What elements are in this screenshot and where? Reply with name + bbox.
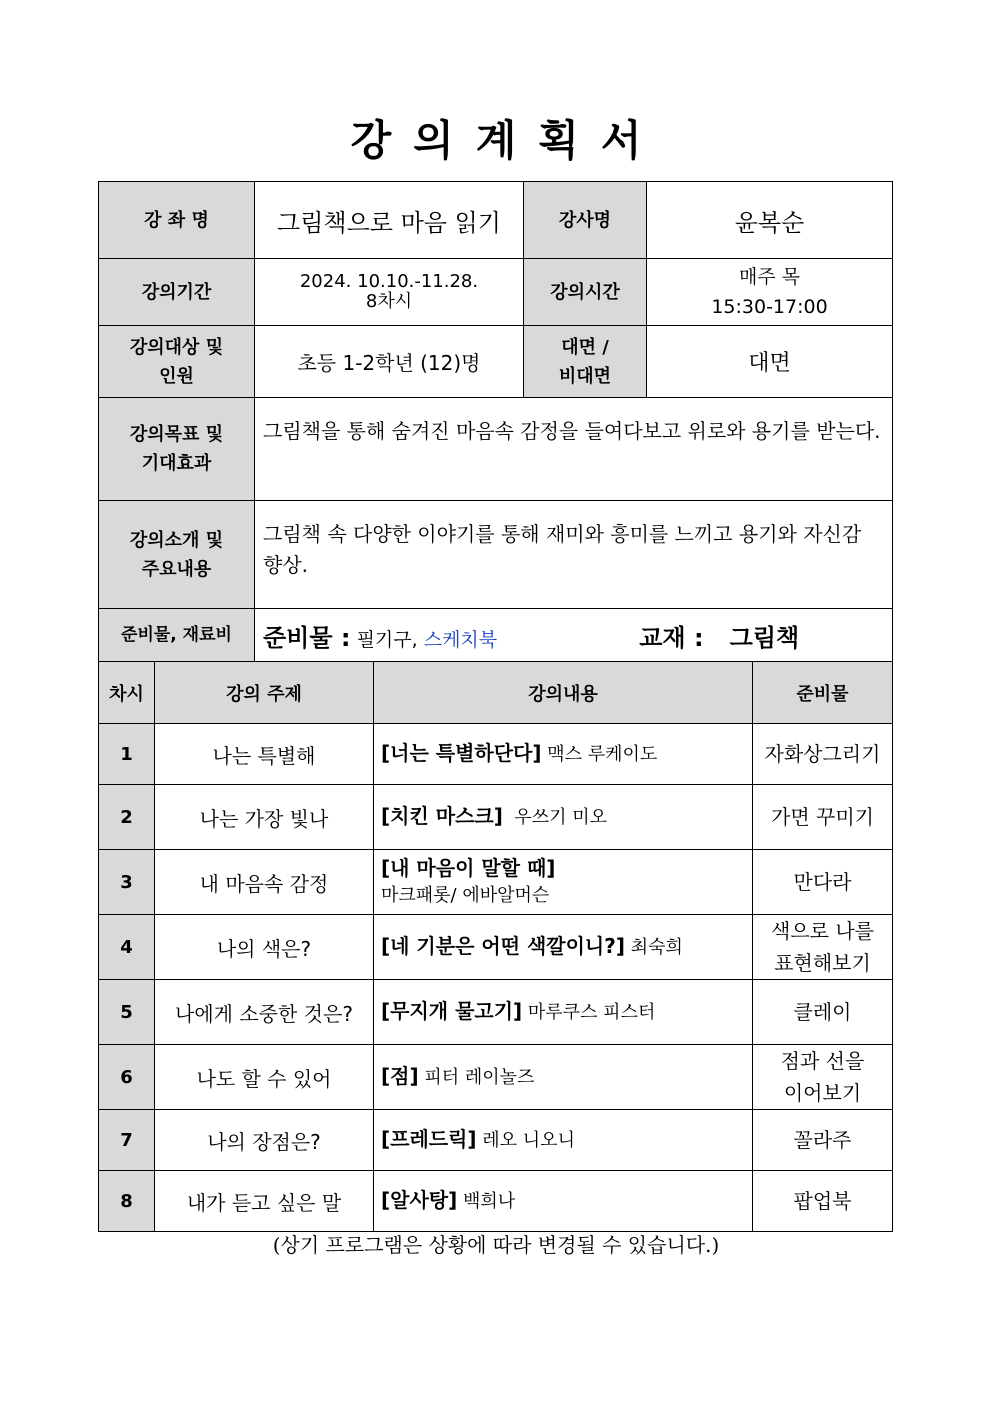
mode-label: [524, 326, 647, 398]
session-topic: 나에게 소중한 것은?: [155, 980, 374, 1045]
session-content: [374, 850, 753, 915]
session-number: 5: [99, 980, 155, 1045]
instructor-label: 강사명: [524, 182, 647, 259]
book-title: [너는 특별하단다]: [381, 741, 542, 765]
session-content: [374, 980, 753, 1045]
session-content: [374, 1110, 753, 1171]
session-materials: [753, 980, 893, 1045]
table-row: [99, 785, 893, 850]
table-row: [99, 850, 893, 915]
book-title: [치킨 마스크]: [381, 804, 503, 828]
book-title: [프레드릭]: [381, 1127, 477, 1151]
textbook-heading: 교재 :: [639, 623, 704, 652]
book-title: [네 기분은 어떤 색깔이니?]: [381, 934, 625, 958]
course-info-table: [98, 181, 893, 662]
session-materials: [753, 915, 893, 980]
instructor-name: 윤복순: [647, 182, 893, 259]
session-content: [374, 1171, 753, 1232]
supplies-item-sketchbook: 스케치북: [423, 628, 498, 651]
table-row: [99, 915, 893, 980]
book-title: [알사탕]: [381, 1188, 458, 1212]
header-content: 강의내용: [374, 662, 753, 724]
time-hours: 15:30-17:00: [711, 296, 828, 318]
book-title: [내 마음이 말할 때]: [381, 856, 556, 880]
materials-line1: 만다라: [793, 870, 852, 894]
book-author: 최숙희: [630, 937, 683, 958]
session-content: [374, 724, 753, 785]
session-topic: 나의 장점은?: [155, 1110, 374, 1171]
book-author: 마크패롯/ 에바알머슨: [381, 885, 550, 906]
session-number: 6: [99, 1045, 155, 1110]
session-topic: 내가 듣고 싶은 말: [155, 1171, 374, 1232]
period-dates: 2024. 10.10.-11.28.: [299, 271, 479, 292]
period-label: 강의기간: [99, 259, 255, 326]
book-author: 레오 니오니: [482, 1130, 575, 1151]
session-materials: [753, 785, 893, 850]
page-title: 강의계획서: [350, 116, 664, 165]
session-materials: [753, 850, 893, 915]
intro-text: 그림책 속 다양한 이야기를 통해 재미와 흥미를 느끼고 용기와 자신감 향상.: [255, 501, 893, 609]
book-author: 마루쿠스 피스터: [527, 1002, 656, 1023]
supplies-heading: 준비물 :: [263, 623, 351, 652]
header-session: 차시: [99, 662, 155, 724]
session-number: 2: [99, 785, 155, 850]
materials-line1: 점과 선을: [780, 1049, 865, 1073]
target-label-line1: 강의대상 및: [129, 336, 224, 358]
schedule-note: (상기 프로그램은 상황에 따라 변경될 수 있습니다.): [272, 1233, 720, 1257]
goal-label-line1: 강의목표 및: [129, 424, 224, 445]
time-value: [647, 259, 893, 326]
materials-line2: 표현해보기: [774, 951, 871, 975]
goal-text: 그림책을 통해 숨겨진 마음속 감정을 들여다보고 위로와 용기를 받는다.: [255, 398, 893, 501]
header-topic: 강의 주제: [155, 662, 374, 724]
mode-value: 대면: [647, 326, 893, 398]
mode-label-line1: 대면 /: [561, 336, 609, 358]
session-number: 3: [99, 850, 155, 915]
session-number: 1: [99, 724, 155, 785]
materials-line1: 팝업북: [793, 1189, 852, 1213]
supplies-label: 준비물, 재료비: [99, 609, 255, 662]
session-materials: [753, 1110, 893, 1171]
goal-label: [99, 398, 255, 501]
book-title: [무지개 물고기]: [381, 999, 523, 1023]
book-author: 우쓰기 미오: [514, 807, 607, 828]
table-row: [99, 1045, 893, 1110]
session-topic: 내 마음속 감정: [155, 850, 374, 915]
materials-line1: 가면 꾸미기: [771, 805, 874, 829]
session-number: 8: [99, 1171, 155, 1232]
session-topic: 나는 특별해: [155, 724, 374, 785]
schedule-table: [98, 661, 893, 1232]
session-content: [374, 915, 753, 980]
goal-label-line2: 기대효과: [141, 453, 212, 474]
materials-line1: 색으로 나를: [771, 919, 874, 943]
table-row: [99, 724, 893, 785]
book-author: 피터 레이놀즈: [424, 1067, 535, 1088]
materials-line2: 이어보기: [783, 1081, 862, 1105]
table-row: [99, 1110, 893, 1171]
target-label: [99, 326, 255, 398]
course-name-label: 강 좌 명: [99, 182, 255, 259]
supplies-value: [255, 609, 893, 662]
supplies-item-pen: 필기구,: [356, 628, 418, 651]
session-number: 4: [99, 915, 155, 980]
session-topic: 나도 할 수 있어: [155, 1045, 374, 1110]
session-number: 7: [99, 1110, 155, 1171]
session-topic: 나의 색은?: [155, 915, 374, 980]
session-materials: [753, 1171, 893, 1232]
intro-label: [99, 501, 255, 609]
session-materials: [753, 724, 893, 785]
session-content: [374, 1045, 753, 1110]
target-label-line2: 인원: [159, 365, 194, 387]
session-materials: [753, 1045, 893, 1110]
period-sessions: 8차시: [365, 291, 413, 312]
course-name-value: 그림책으로 마음 읽기: [255, 182, 524, 259]
mode-label-line2: 비대면: [558, 365, 612, 387]
header-materials: 준비물: [753, 662, 893, 724]
textbook-value: 그림책: [729, 623, 800, 652]
time-day: 매주 목: [738, 266, 801, 288]
materials-line1: 꼴라주: [793, 1128, 852, 1152]
book-author: 맥스 루케이도: [547, 744, 658, 765]
time-label: 강의시간: [524, 259, 647, 326]
period-value: [255, 259, 524, 326]
table-row: [99, 1171, 893, 1232]
book-title: [점]: [381, 1064, 419, 1088]
materials-line1: 클레이: [793, 1000, 852, 1024]
target-value: 초등 1-2학년 (12)명: [255, 326, 524, 398]
book-author: 백희나: [462, 1191, 516, 1212]
session-content: [374, 785, 753, 850]
materials-line1: 자화상그리기: [764, 742, 881, 766]
intro-label-line1: 강의소개 및: [129, 529, 224, 551]
intro-label-line2: 주요내용: [141, 558, 212, 580]
table-row: [99, 980, 893, 1045]
session-topic: 나는 가장 빛나: [155, 785, 374, 850]
